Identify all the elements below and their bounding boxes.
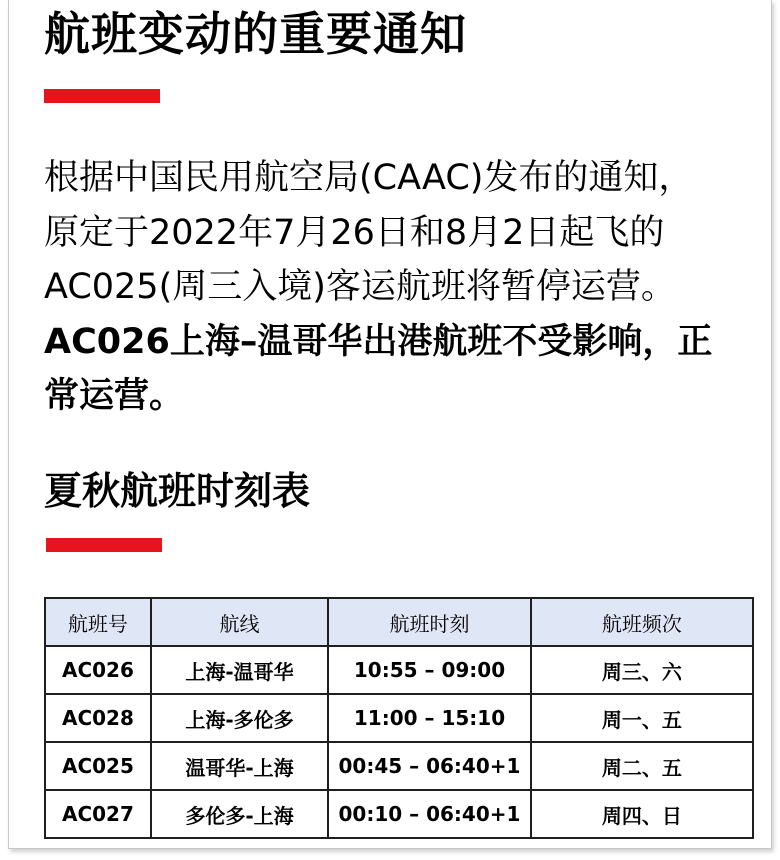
cell-route: 温哥华-上海 xyxy=(151,742,328,790)
cell-route: 上海-多伦多 xyxy=(151,694,328,742)
cell-time: 00:10 – 06:40+1 xyxy=(328,790,531,838)
title-accent-bar xyxy=(44,89,160,103)
cell-frequency: 周四、日 xyxy=(531,790,753,838)
notice-paragraph xyxy=(44,151,764,424)
cell-frequency: 周二、五 xyxy=(531,742,753,790)
schedule-table xyxy=(44,597,754,839)
cell-time: 11:00 – 15:10 xyxy=(328,694,531,742)
header-flight-no: 航班号 xyxy=(45,598,151,646)
header-time: 航班时刻 xyxy=(328,598,531,646)
table-row xyxy=(45,742,753,790)
header-frequency: 航班频次 xyxy=(531,598,753,646)
cell-frequency: 周三、六 xyxy=(531,646,753,694)
schedule-title: 夏秋航班时刻表 xyxy=(44,469,311,513)
table-header-row xyxy=(45,598,753,646)
schedule-accent-bar xyxy=(46,538,162,552)
notice-bold-line-2: 常运营。 xyxy=(44,376,185,416)
table-row xyxy=(45,790,753,838)
notice-bold-line-1: AC026上海–温哥华出港航班不受影响，正 xyxy=(44,321,713,362)
cell-flight-no: AC026 xyxy=(45,646,151,694)
notice-line-3: AC025(周三入境)客运航班将暂停运营。 xyxy=(44,267,676,307)
table-row xyxy=(45,646,753,694)
cell-time: 10:55 – 09:00 xyxy=(328,646,531,694)
cell-route: 上海-温哥华 xyxy=(151,646,328,694)
notice-line-2: 原定于2022年7月26日和8月2日起飞的 xyxy=(44,212,665,253)
cell-flight-no: AC025 xyxy=(45,742,151,790)
cell-time: 00:45 – 06:40+1 xyxy=(328,742,531,790)
notice-line-1: 根据中国民用航空局(CAAC)发布的通知， xyxy=(44,158,694,198)
notice-title: 航班变动的重要通知 xyxy=(44,7,467,61)
table-row xyxy=(45,694,753,742)
cell-flight-no: AC028 xyxy=(45,694,151,742)
cell-flight-no: AC027 xyxy=(45,790,151,838)
cell-route: 多伦多-上海 xyxy=(151,790,328,838)
cell-frequency: 周一、五 xyxy=(531,694,753,742)
header-route: 航线 xyxy=(151,598,328,646)
